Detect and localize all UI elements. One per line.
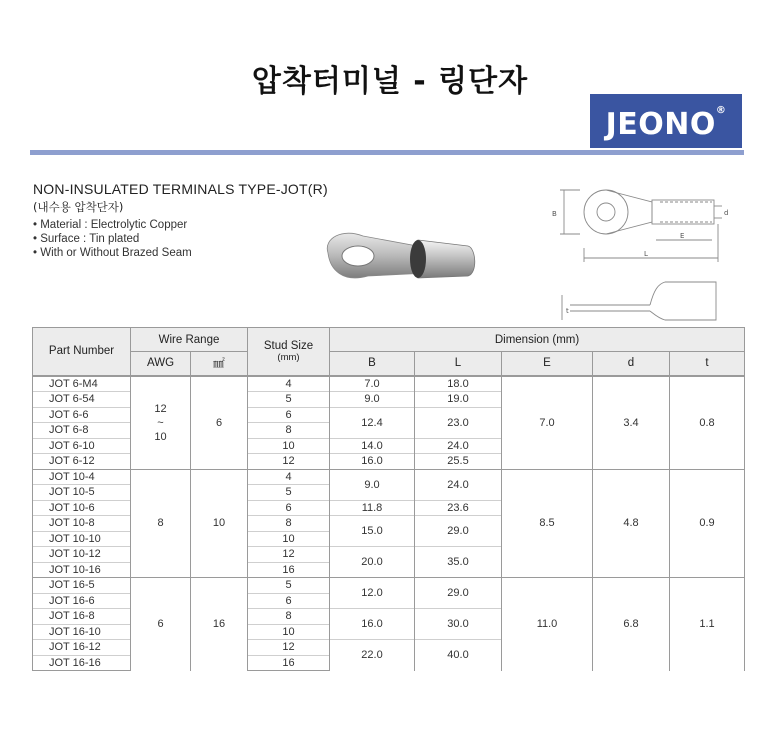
dim-l-cell: 23.0 <box>415 407 502 438</box>
dim-label-b: B <box>552 210 557 218</box>
stud-size-cell: 12 <box>248 454 330 470</box>
part-number-cell: JOT 6-10 <box>33 438 131 454</box>
dim-b-cell: 14.0 <box>330 438 415 454</box>
col-header-b: B <box>330 352 415 376</box>
part-number-cell: JOT 10-16 <box>33 562 131 578</box>
spec-item-surface: • Surface : Tin plated <box>33 233 140 245</box>
dim-l-cell: 18.0 <box>415 376 502 392</box>
dim-l-cell: 25.5 <box>415 454 502 470</box>
stud-size-cell: 6 <box>248 407 330 423</box>
dim-b-cell: 15.0 <box>330 516 415 547</box>
dim-d-cell: 6.8 <box>593 578 670 671</box>
dim-b-cell: 9.0 <box>330 469 415 500</box>
stud-size-cell: 16 <box>248 655 330 671</box>
col-header-stud-size <box>248 328 330 376</box>
dim-l-cell: 23.6 <box>415 500 502 516</box>
awg-cell: 6 <box>131 578 191 671</box>
dim-l-cell: 40.0 <box>415 640 502 671</box>
dim-d-cell: 4.8 <box>593 469 670 578</box>
stud-size-cell: 6 <box>248 500 330 516</box>
stud-size-cell: 5 <box>248 578 330 594</box>
dim-l-cell: 24.0 <box>415 469 502 500</box>
part-number-cell: JOT 6-6 <box>33 407 131 423</box>
dim-l-cell: 29.0 <box>415 516 502 547</box>
part-number-cell: JOT 10-4 <box>33 469 131 485</box>
header-divider <box>30 150 744 155</box>
table-row <box>33 376 745 392</box>
table-row <box>33 469 745 485</box>
stud-size-cell: 10 <box>248 624 330 640</box>
dim-t-cell: 1.1 <box>670 578 745 671</box>
col-header-e: E <box>502 352 593 376</box>
part-number-cell: JOT 10-8 <box>33 516 131 532</box>
dim-e-cell: 8.5 <box>502 469 593 578</box>
dim-b-cell: 12.4 <box>330 407 415 438</box>
spec-item-seam: • With or Without Brazed Seam <box>33 247 192 259</box>
stud-size-cell: 12 <box>248 640 330 656</box>
mm2-cell: 6 <box>191 376 248 470</box>
stud-size-label: Stud Size <box>263 339 314 352</box>
logo-text: JEONO <box>605 107 716 142</box>
part-number-cell: JOT 16-8 <box>33 609 131 625</box>
part-number-cell: JOT 6-54 <box>33 392 131 408</box>
dim-l-cell: 30.0 <box>415 609 502 640</box>
product-subheading: (내수용 압착단자) <box>33 200 124 214</box>
col-header-l: L <box>415 352 502 376</box>
dim-b-cell: 9.0 <box>330 392 415 408</box>
stud-size-cell: 5 <box>248 392 330 408</box>
part-number-cell: JOT 16-5 <box>33 578 131 594</box>
part-number-cell: JOT 6-12 <box>33 454 131 470</box>
dim-b-cell: 11.8 <box>330 500 415 516</box>
mm2-cell: 10 <box>191 469 248 578</box>
mm2-cell: 16 <box>191 578 248 671</box>
stud-size-cell: 4 <box>248 469 330 485</box>
col-header-t: t <box>670 352 745 376</box>
part-number-cell: JOT 6-8 <box>33 423 131 439</box>
dim-l-cell: 29.0 <box>415 578 502 609</box>
dim-e-cell: 7.0 <box>502 376 593 470</box>
dim-l-cell: 24.0 <box>415 438 502 454</box>
dim-l-cell: 35.0 <box>415 547 502 578</box>
stud-size-cell: 10 <box>248 438 330 454</box>
spec-table <box>32 327 745 671</box>
col-header-mm2: ㎟ <box>191 352 248 376</box>
product-heading: NON-INSULATED TERMINALS TYPE-JOT(R) <box>33 181 328 197</box>
stud-size-cell: 16 <box>248 562 330 578</box>
stud-size-cell: 8 <box>248 516 330 532</box>
stud-size-cell: 6 <box>248 593 330 609</box>
part-number-cell: JOT 16-10 <box>33 624 131 640</box>
col-header-dimension: Dimension (mm) <box>330 328 745 352</box>
spec-list <box>33 218 192 260</box>
part-number-cell: JOT 10-6 <box>33 500 131 516</box>
awg-cell: 8 <box>131 469 191 578</box>
dim-label-t: t <box>566 307 569 315</box>
dim-d-cell: 3.4 <box>593 376 670 470</box>
registered-mark: ® <box>715 105 727 116</box>
terminal-photo <box>318 218 483 298</box>
dim-b-cell: 22.0 <box>330 640 415 671</box>
col-header-wire-range: Wire Range <box>131 328 248 352</box>
dim-label-l: L <box>644 250 648 258</box>
dim-label-e: E <box>680 232 685 240</box>
part-number-cell: JOT 16-6 <box>33 593 131 609</box>
col-header-awg: AWG <box>131 352 191 376</box>
col-header-d: d <box>593 352 670 376</box>
table-row <box>33 578 745 594</box>
dimension-drawing <box>540 180 745 330</box>
part-number-cell: JOT 16-12 <box>33 640 131 656</box>
dim-e-cell: 11.0 <box>502 578 593 671</box>
col-header-part-number: Part Number <box>33 328 131 376</box>
stud-size-cell: 8 <box>248 609 330 625</box>
stud-size-cell: 4 <box>248 376 330 392</box>
stud-size-cell: 8 <box>248 423 330 439</box>
part-number-cell: JOT 6-M4 <box>33 376 131 392</box>
dim-b-cell: 7.0 <box>330 376 415 392</box>
stud-size-cell: 12 <box>248 547 330 563</box>
part-number-cell: JOT 10-10 <box>33 531 131 547</box>
dim-b-cell: 16.0 <box>330 454 415 470</box>
dim-l-cell: 19.0 <box>415 392 502 408</box>
page-title: 압착터미널 - 링단자 <box>251 64 529 99</box>
part-number-cell: JOT 16-16 <box>33 655 131 671</box>
dim-t-cell: 0.8 <box>670 376 745 470</box>
spec-item-material: • Material : Electrolytic Copper <box>33 219 188 231</box>
brand-logo <box>590 94 742 148</box>
awg-cell: 12 ~ 10 <box>131 376 191 470</box>
stud-size-cell: 10 <box>248 531 330 547</box>
part-number-cell: JOT 10-5 <box>33 485 131 501</box>
spec-table-body <box>33 376 745 671</box>
stud-size-unit: (mm) <box>277 351 300 363</box>
dim-t-cell: 0.9 <box>670 469 745 578</box>
dim-b-cell: 16.0 <box>330 609 415 640</box>
dim-b-cell: 12.0 <box>330 578 415 609</box>
stud-size-cell: 5 <box>248 485 330 501</box>
part-number-cell: JOT 10-12 <box>33 547 131 563</box>
dim-b-cell: 20.0 <box>330 547 415 578</box>
dim-label-d: d <box>724 209 729 217</box>
